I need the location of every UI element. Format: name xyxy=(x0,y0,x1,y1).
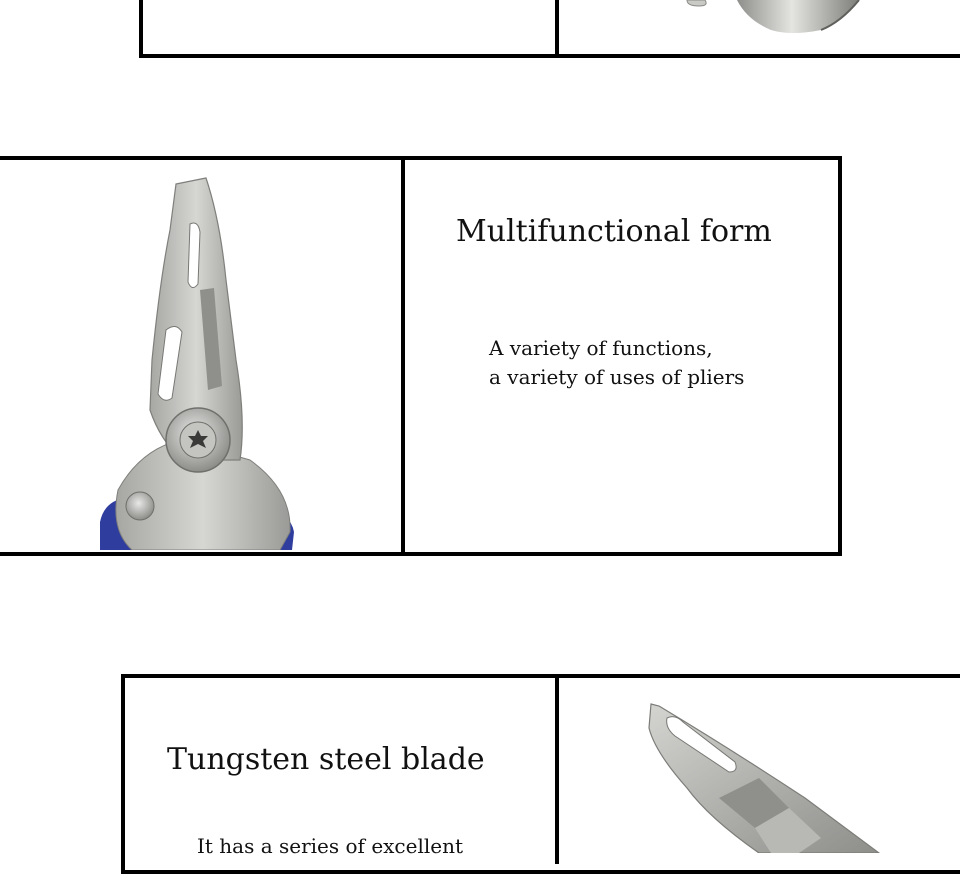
tungsten-line-1: It has a series of excellent xyxy=(197,834,464,858)
multifunctional-line-1: A variety of functions, xyxy=(489,336,713,360)
pliers-pivot-image xyxy=(559,0,960,54)
pliers-jaw-image xyxy=(559,678,960,853)
multifunctional-feature-divider xyxy=(401,156,405,554)
multifunctional-line-2: a variety of uses of pliers xyxy=(489,365,745,389)
pliers-head-image xyxy=(0,160,401,550)
tungsten-description xyxy=(197,832,463,861)
multifunctional-description xyxy=(489,334,744,392)
multifunctional-heading: Multifunctional form xyxy=(456,214,772,249)
tungsten-heading: Tungsten steel blade xyxy=(167,742,485,777)
